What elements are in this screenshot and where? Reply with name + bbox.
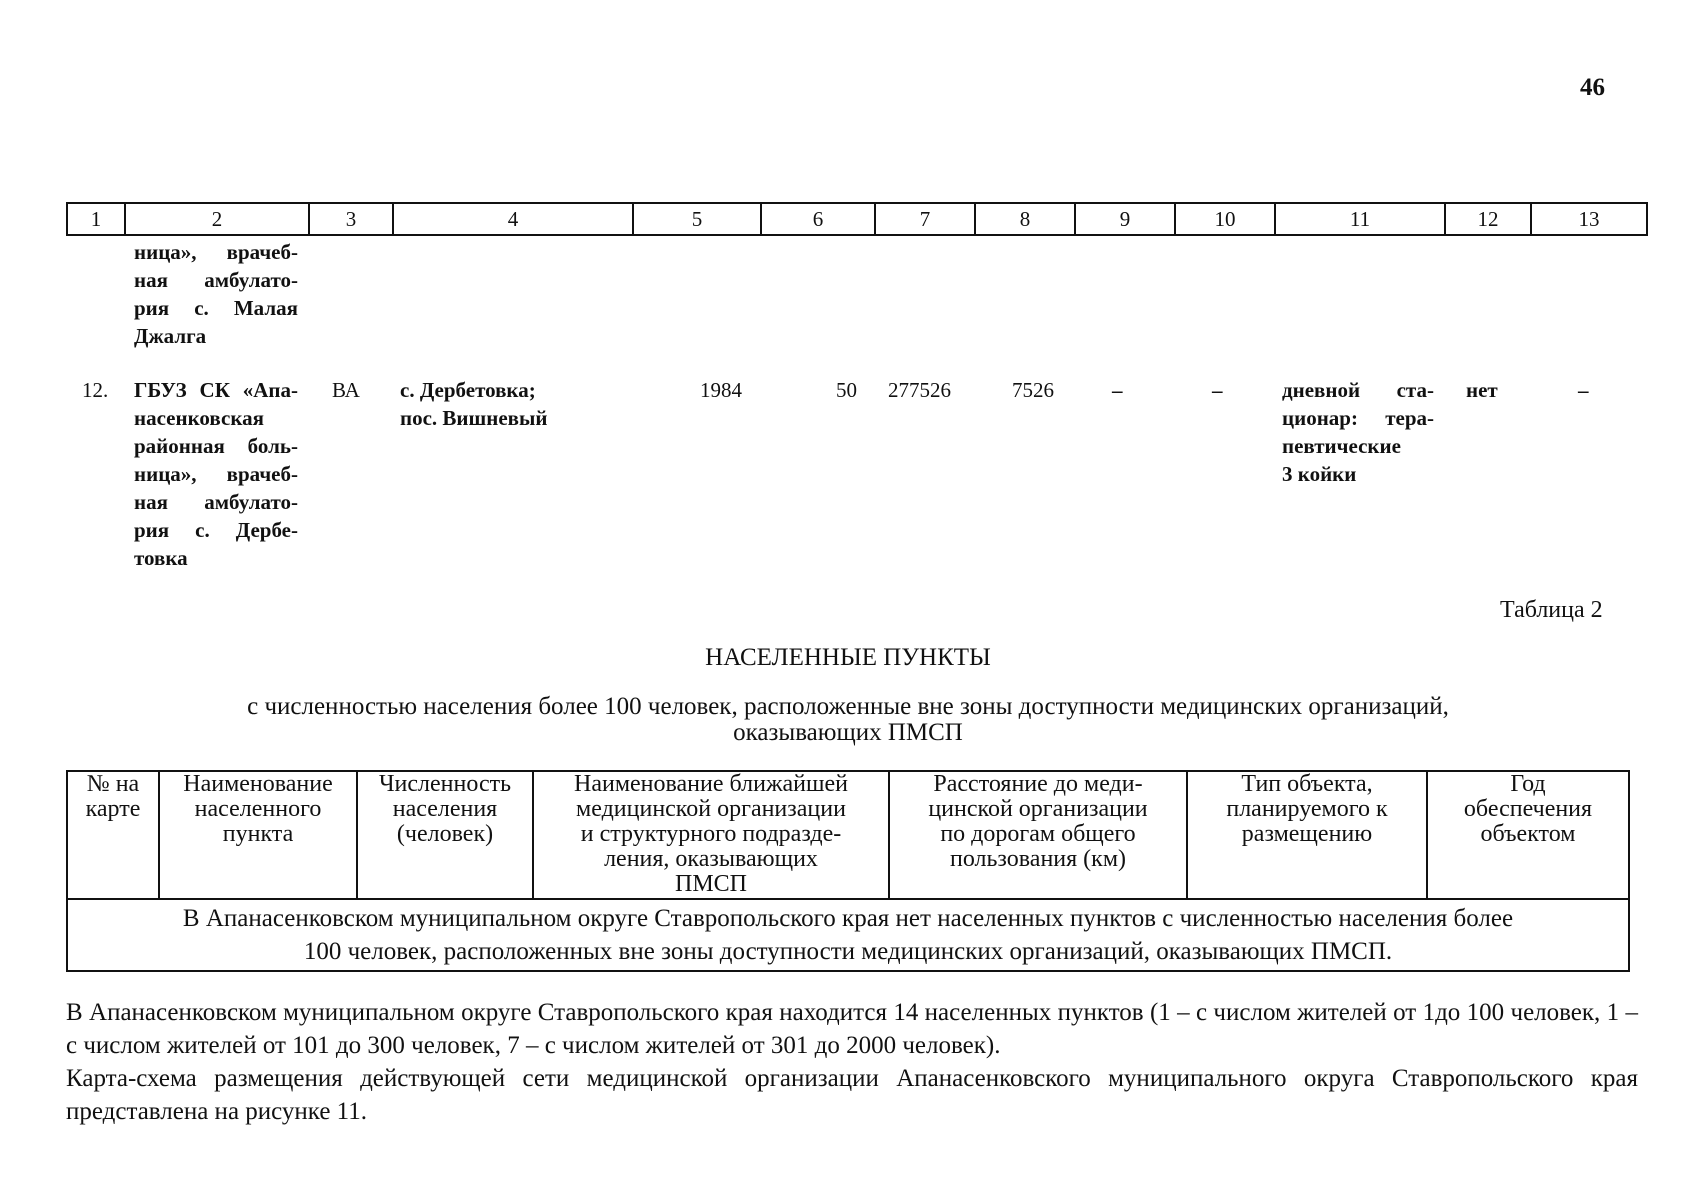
table2 (66, 770, 1630, 972)
type-cell: ВА (332, 378, 360, 402)
paragraph: Карта-схема размещения действующей сети медицинской организации Апанасенковского муниципального округа Ставропольского края представлена на рисунке 11. (66, 1065, 1638, 1125)
header-line: Наименование ближайшей (573, 771, 848, 797)
col9-cell: – (1112, 378, 1123, 402)
cell-line: ная амбулато- (134, 268, 298, 292)
header-map-number (67, 771, 159, 899)
cell-line: рия с. Дербе- (134, 518, 298, 542)
header-line: обеспечения (1463, 796, 1593, 822)
table-subtitle (150, 694, 1546, 746)
header-year (1427, 771, 1629, 899)
header-settlement-name (159, 771, 357, 899)
header-line: ления, оказывающих (604, 846, 818, 872)
header-line: Численность (378, 771, 512, 797)
header-line: (человек) (396, 821, 494, 847)
header-object-type (1187, 771, 1427, 899)
cell-line: 3 койки (1282, 462, 1357, 486)
header-line: населения (392, 796, 498, 822)
header-line: цинской организации (928, 796, 1148, 822)
header-line: медицинской организации (576, 796, 846, 822)
paragraph: В Апанасенковском муниципальном округе Ставропольского края находится 14 населенных пунктов (1 – с числом жителей от 1до 100 человек, 1 – с числом жителей от 101 до 300 человек, 7 – с числом жителей от 301 до 2000 человек). (66, 999, 1638, 1059)
column-header: 3 (309, 203, 393, 235)
table2-note-row (67, 899, 1629, 971)
cell-line: насенковская (134, 406, 264, 430)
header-distance (889, 771, 1187, 899)
col13-cell: – (1578, 378, 1589, 402)
cell-line: пос. Вишневый (400, 406, 548, 430)
cell-line: с. Дербетовка; (400, 378, 536, 402)
col8-cell: 7526 (1012, 378, 1054, 402)
header-line: № на (86, 771, 140, 797)
body-text (66, 996, 1638, 1128)
table-title: НАСЕЛЕННЫЕ ПУНКТЫ (705, 644, 991, 671)
column-header: 8 (975, 203, 1075, 235)
header-line: Наименование (183, 771, 333, 797)
cell-line: ница», врачеб- (134, 240, 298, 264)
column-header: 13 (1531, 203, 1647, 235)
cell-line: певтические (1282, 434, 1401, 458)
header-line: размещению (1241, 821, 1373, 847)
header-line: и структурного подразде- (580, 821, 842, 847)
column-header: 2 (125, 203, 309, 235)
cell-line: дневной ста- (1282, 378, 1434, 402)
column-header: 4 (393, 203, 633, 235)
col12-cell: нет (1466, 378, 1498, 402)
subtitle-line: оказывающих ПМСП (733, 719, 963, 746)
cell-line: рия с. Малая (134, 296, 298, 320)
settlements-cell (400, 376, 630, 432)
column-header: 10 (1175, 203, 1275, 235)
column-header: 1 (67, 203, 125, 235)
note-line: 100 человек, расположенных вне зоны доступности медицинских организаций, оказывающих ПМСП. (303, 938, 1393, 965)
header-line: карте (85, 796, 141, 822)
table-label: Таблица 2 (1500, 597, 1603, 623)
header-line: пункта (222, 821, 294, 847)
col6-cell: 50 (836, 378, 857, 402)
column-header: 5 (633, 203, 761, 235)
cell-line: ная амбулато- (134, 490, 298, 514)
cell-line: ница», врачеб- (134, 462, 298, 486)
header-line: планируемого к (1226, 796, 1388, 822)
column-header: 7 (875, 203, 975, 235)
column-header: 9 (1075, 203, 1175, 235)
organization-name-cell (134, 376, 298, 572)
cell-line: товка (134, 546, 188, 570)
header-line: по дорогам общего (940, 821, 1136, 847)
cell-line: ГБУЗ СК «Апа- (134, 378, 298, 402)
header-line: Расстояние до меди- (933, 771, 1143, 797)
col7-cell: 277526 (888, 378, 951, 402)
table2-note-cell (67, 899, 1629, 971)
column-header: 6 (761, 203, 875, 235)
table1-header (66, 202, 1648, 236)
row-number: 12. (82, 378, 109, 402)
header-line: ПМСП (674, 871, 747, 897)
continued-name-cell (134, 238, 298, 350)
header-line: объектом (1480, 821, 1576, 847)
header-line: пользования (км) (949, 846, 1126, 872)
note-line: В Апанасенковском муниципальном округе Ставропольского края нет населенных пунктов с численностью населения более (182, 905, 1514, 932)
col10-cell: – (1212, 378, 1223, 402)
page-number: 46 (1580, 74, 1605, 101)
cell-line: районная боль- (134, 434, 298, 458)
header-line: населенного (194, 796, 322, 822)
header-nearest-organization (533, 771, 889, 899)
header-population (357, 771, 533, 899)
header-line: Год (1510, 771, 1546, 797)
subtitle-line: с численностью населения более 100 человек, расположенные вне зоны доступности медицинских организаций, (247, 693, 1449, 720)
column-header: 11 (1275, 203, 1445, 235)
header-line: Тип объекта, (1241, 771, 1373, 797)
cell-line: ционар: тера- (1282, 406, 1434, 430)
cell-line: Джалга (134, 324, 207, 348)
col11-cell (1282, 376, 1434, 488)
table2-header-row (67, 771, 1629, 899)
year-cell: 1984 (700, 378, 742, 402)
column-header: 12 (1445, 203, 1531, 235)
